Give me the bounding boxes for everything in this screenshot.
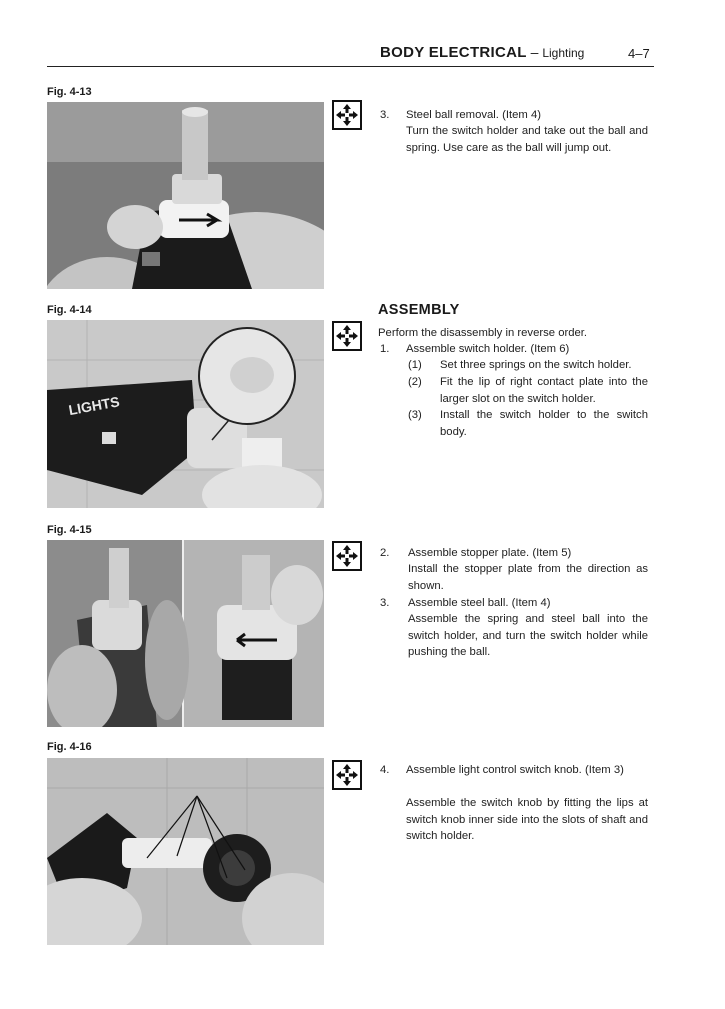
step-number: 2. (380, 547, 390, 559)
figure-label: Fig. 4-14 (47, 304, 92, 316)
section-heading: ASSEMBLY (378, 302, 460, 318)
step-number: 3. (380, 597, 390, 609)
step-title: Assemble stopper plate. (Item 5) (408, 547, 572, 559)
step-title: Assemble light control switch knob. (Item 3) (406, 764, 624, 776)
step-body: Assemble the spring and steel ball into the switch holder, and turn the switch holder while pushing the ball. (408, 613, 648, 658)
substep-number: (1) (408, 359, 422, 371)
substep-text: Fit the lip of right contact plate into the larger slot on the switch holder. (440, 376, 648, 405)
page-number: 4–7 (628, 46, 650, 61)
step-title: Assemble steel ball. (Item 4) (408, 597, 551, 609)
header-subtitle: Lighting (542, 46, 585, 60)
header-title: BODY ELECTRICAL (380, 44, 527, 61)
disassembly-assembly-icon (332, 321, 362, 351)
figure-photo (47, 758, 324, 945)
figure-label: Fig. 4-16 (47, 741, 92, 753)
figure-label: Fig. 4-13 (47, 86, 92, 98)
step-body: Turn the switch holder and take out the ball and spring. Use care as the ball will jump out. (406, 125, 648, 154)
header-rule (47, 66, 654, 67)
step-body: Install the stopper plate from the direction as shown. (408, 563, 648, 592)
step-title: Assemble switch holder. (Item 6) (406, 343, 570, 355)
step-body: Assemble the switch knob by fitting the lips at switch knob inner side into the slots of shaft and switch holder. (406, 797, 648, 842)
disassembly-assembly-icon (332, 541, 362, 571)
step-number: 3. (380, 109, 390, 121)
figure-photo (47, 540, 324, 727)
figure-photo (47, 320, 324, 508)
disassembly-assembly-icon (332, 760, 362, 790)
substep-number: (3) (408, 409, 422, 421)
step-number: 4. (380, 764, 390, 776)
substep-text: Set three springs on the switch holder. (440, 359, 632, 371)
figure-photo (47, 102, 324, 289)
disassembly-assembly-icon (332, 100, 362, 130)
substep-number: (2) (408, 376, 422, 388)
header-dash: – (526, 44, 543, 60)
substep-text: Install the switch holder to the switch body. (440, 409, 648, 438)
step-title: Steel ball removal. (Item 4) (406, 109, 541, 121)
figure-label: Fig. 4-15 (47, 524, 92, 536)
section-intro: Perform the disassembly in reverse order. (378, 327, 588, 339)
page-header (380, 44, 584, 61)
step-number: 1. (380, 343, 390, 355)
photo-label: LIGHTS (67, 393, 121, 419)
